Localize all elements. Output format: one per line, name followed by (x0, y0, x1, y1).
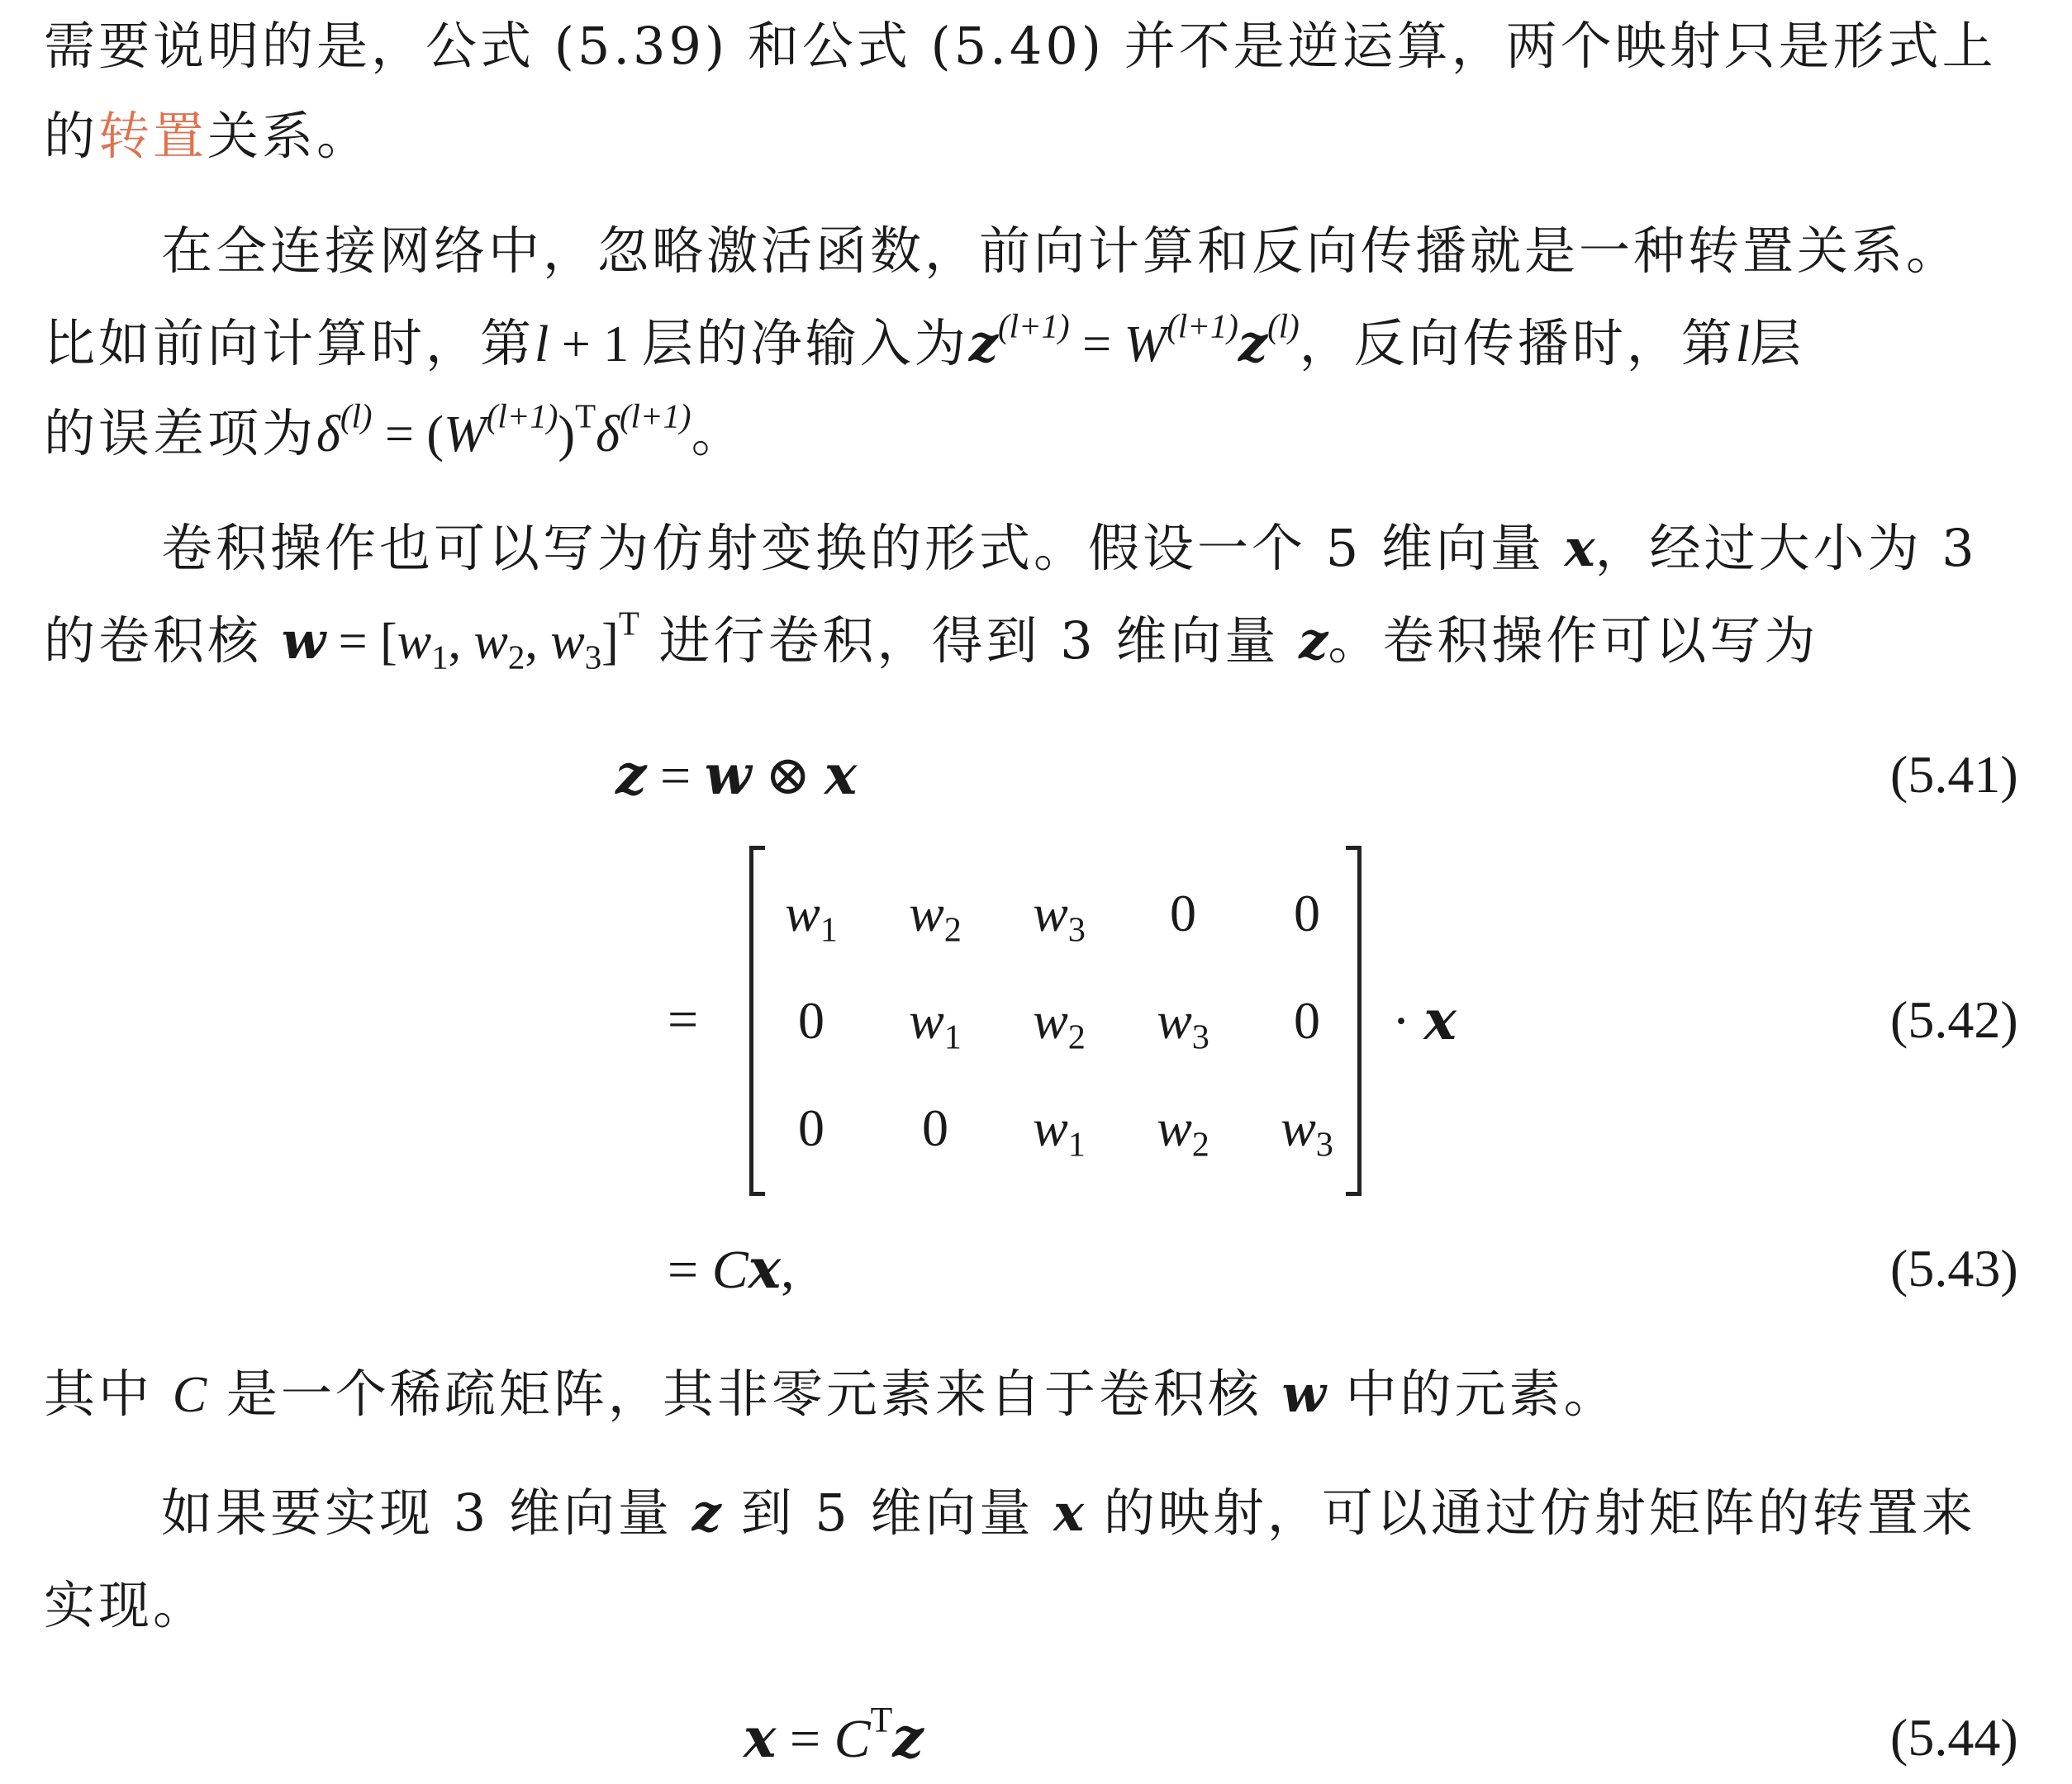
matrix-cell: $w_2$ (909, 884, 962, 950)
matrix-cell: 0 (1294, 884, 1320, 942)
matrix-cell: 0 (922, 1098, 948, 1157)
para5-line2: 实现。 (44, 1575, 208, 1635)
text: 比如前向计算时，第 (44, 313, 535, 373)
math-l: l (1735, 316, 1750, 372)
text: 到 5 维向量 (740, 1483, 1034, 1543)
text: 中的元素。 (1345, 1364, 1618, 1424)
para1-line1: 需要说明的是，公式 (5.39) 和公式 (5.40) 并不是逆运算，两个映射只是形式上 (44, 16, 1997, 76)
math-sup: (l+1) (997, 307, 1070, 345)
math-transpose: T (575, 397, 596, 435)
para4-line1 (44, 1361, 1618, 1428)
math-eq: = (776, 1709, 834, 1769)
math-eq: = [ (326, 614, 397, 670)
math-sup: (l+1) (619, 397, 691, 435)
text: 的误差项为 (44, 403, 317, 463)
para3-line2 (44, 605, 1819, 676)
math-z: z (1299, 610, 1328, 671)
matrix-cell: 0 (1294, 991, 1320, 1050)
math-sup: (l) (340, 397, 373, 435)
equation-number: (5.41) (1890, 745, 2018, 804)
text: ，反向传播时，第 (1299, 313, 1736, 373)
math-x: x (824, 743, 858, 807)
math-sup: (l) (1267, 307, 1300, 345)
text: 的卷积核 (44, 610, 263, 671)
text: 如果要实现 3 维向量 (161, 1483, 672, 1543)
math-sup: (l+1) (1167, 307, 1238, 345)
equation-5-41 (615, 742, 857, 809)
math-z: z (1238, 313, 1268, 373)
sub: 2 (507, 638, 525, 676)
math-eq: = (1069, 316, 1124, 372)
math-C: C (711, 1240, 748, 1300)
text: 其中 (44, 1364, 154, 1424)
otimes-icon: ⊗ (751, 746, 825, 806)
math-sup: (l+1) (486, 397, 558, 435)
matrix-cell: 0 (798, 1098, 825, 1157)
math-eq: = (668, 1240, 712, 1300)
text: 是一个稀疏矩阵，其非零元素来自于卷积核 (226, 1364, 1262, 1424)
para2-line3 (44, 397, 746, 467)
matrix-cell: $w_2$ (1033, 991, 1086, 1057)
para1-line2 (44, 103, 371, 169)
sub: 3 (584, 638, 602, 676)
text: ，经过大小为 3 (1594, 518, 1978, 578)
math-paren: ) (558, 406, 576, 463)
math-w: w (704, 743, 752, 807)
math-z: z (892, 1706, 924, 1770)
math-w2: w (473, 614, 508, 670)
math-W: W (444, 406, 487, 463)
math-l: l (535, 316, 549, 372)
comma: , (781, 1240, 795, 1300)
comma: , (448, 614, 474, 670)
math-w: w (281, 610, 326, 671)
equation-5-43 (668, 1236, 795, 1303)
comma: , (525, 614, 551, 670)
equation-number: (5.43) (1890, 1239, 2018, 1298)
matrix-cell: $w_1$ (785, 884, 838, 950)
math-eq: = (646, 746, 705, 806)
dot-x (1392, 987, 1457, 1055)
math-x: x (1564, 518, 1595, 578)
text: 。 (691, 403, 746, 463)
equation-number: (5.42) (1890, 990, 2018, 1049)
text: 层 (1750, 313, 1805, 373)
text: 进行卷积，得到 3 维向量 (639, 610, 1280, 671)
cdot: · (1392, 991, 1410, 1051)
highlight-term-transpose[interactable]: 转置 (98, 106, 208, 166)
matrix-row (753, 1095, 1357, 1165)
matrix-cell: 0 (1170, 884, 1196, 942)
matrix-cell: $w_3$ (1157, 991, 1209, 1057)
para2-line1: 在全连接网络中，忽略激活函数，前向计算和反向传播就是一种转置关系。 (161, 221, 1961, 281)
math-eq: = ( (372, 406, 444, 463)
math-W: W (1124, 316, 1167, 372)
math-z: z (968, 313, 998, 373)
math-x: x (1053, 1483, 1085, 1543)
text: 的 (44, 106, 99, 166)
matrix-row (753, 880, 1357, 950)
text: 层的净输入为 (641, 313, 969, 373)
math-delta: δ (596, 406, 620, 463)
para3-line1 (161, 515, 1978, 581)
equals-sign: = (668, 989, 699, 1050)
math-plus-one: + 1 (549, 316, 642, 372)
math-transpose: T (870, 1700, 893, 1740)
bracket: ] (601, 614, 619, 670)
matrix-cell: 0 (798, 991, 825, 1050)
equation-number: (5.44) (1890, 1708, 2018, 1767)
matrix-cell: $w_3$ (1033, 884, 1086, 950)
matrix-cell: $w_3$ (1281, 1098, 1333, 1165)
para5-line1 (161, 1480, 1976, 1546)
math-z: z (615, 743, 647, 807)
math-C: C (834, 1709, 871, 1769)
text: 卷积操作也可以写为仿射变换的形式。假设一个 5 维向量 (161, 518, 1545, 578)
matrix-cell: $w_2$ (1157, 1098, 1209, 1165)
text: 关系。 (207, 106, 372, 166)
math-x: x (744, 1706, 777, 1770)
matrix-row (753, 988, 1357, 1057)
math-w1: w (397, 614, 432, 670)
math-x: x (748, 1236, 782, 1301)
para2-line2 (44, 307, 1805, 377)
sub: 1 (431, 638, 449, 676)
math-transpose: T (618, 605, 639, 643)
convolution-matrix (749, 846, 1362, 1196)
math-delta: δ (316, 406, 340, 463)
math-w: w (1281, 1364, 1326, 1424)
math-z: z (691, 1483, 721, 1543)
text: 的映射，可以通过仿射矩阵的转置来 (1103, 1483, 1976, 1543)
math-w3: w (550, 614, 585, 670)
matrix-cell: $w_1$ (909, 991, 962, 1057)
equation-5-44 (744, 1700, 924, 1772)
text: 。卷积操作可以写为 (1328, 610, 1819, 671)
math-x: x (1423, 988, 1457, 1052)
matrix-cell: $w_1$ (1033, 1098, 1086, 1165)
math-C: C (172, 1367, 207, 1423)
